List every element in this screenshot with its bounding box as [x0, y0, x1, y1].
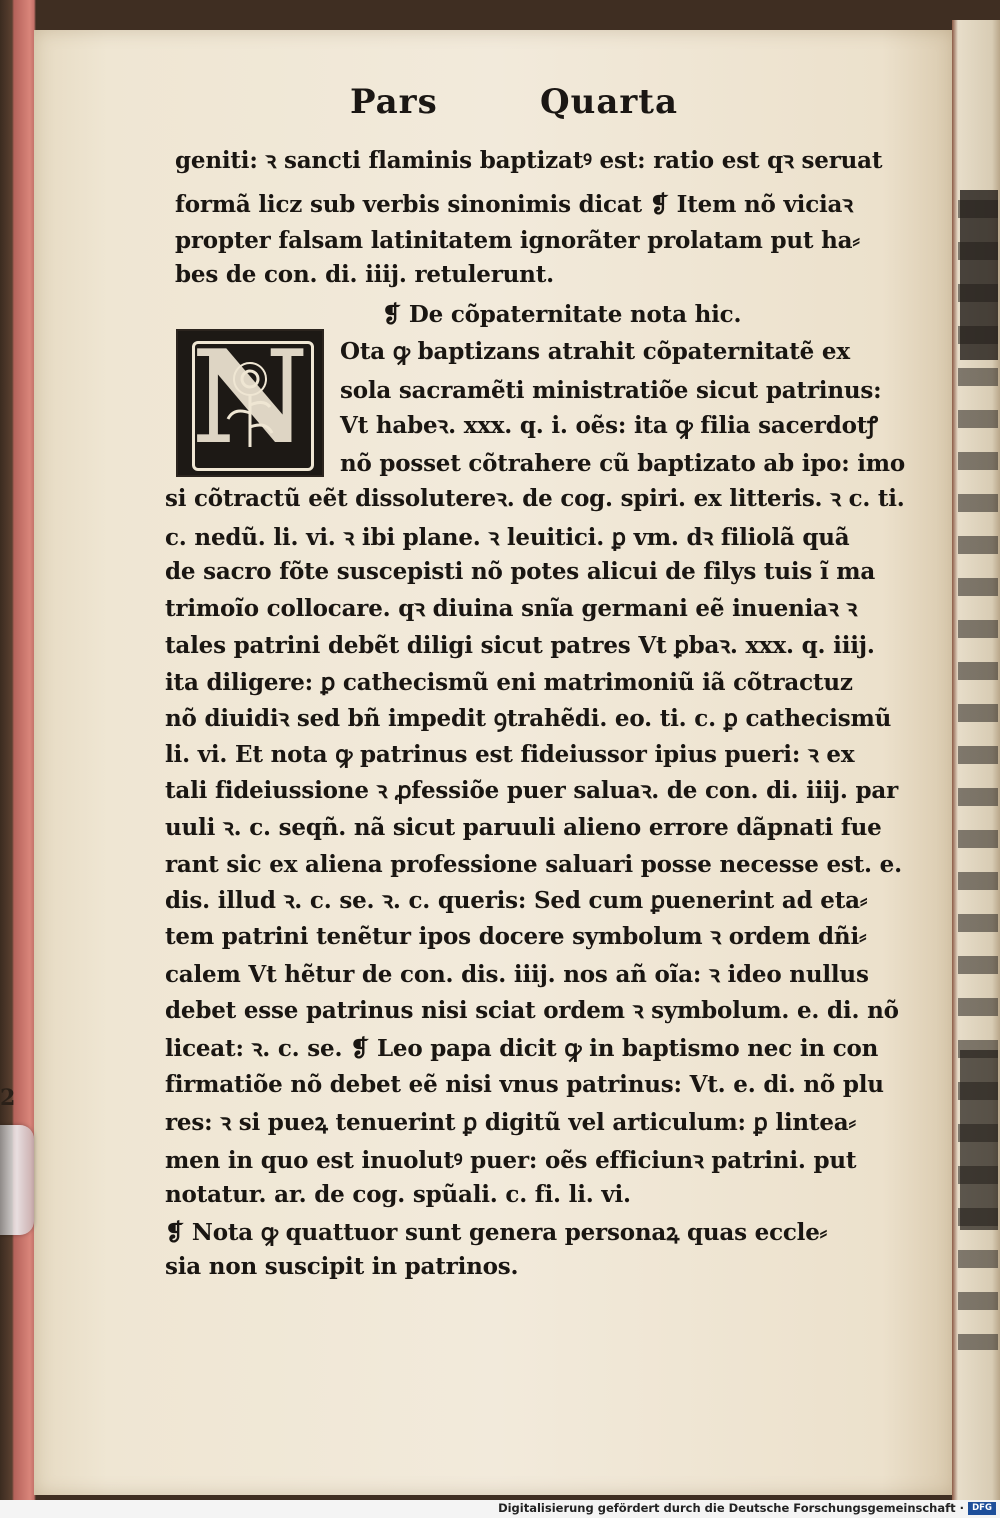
facing-page-initial-block: [960, 190, 998, 360]
text-line: firmatiõe nõ debet eẽ nisi vnus patrinus: Vt. e. di. nõ plu: [165, 1071, 884, 1098]
text-line: Ota ꝙ baptizans atrahit cõpaternitatẽ ex: [340, 338, 850, 365]
text-line: si cõtractũ eẽt dissolutereꝛ. de cog. spiri. ex litteris. ꝛ c. ti.: [165, 485, 905, 512]
text-line: Vt habeꝛ. xxx. q. i. oẽs: ita ꝙ filia sacerdotꝭ: [340, 412, 878, 439]
initial-letter: N: [191, 323, 309, 473]
text-line: ❡ De cõpaternitate nota hic.: [382, 301, 742, 328]
text-line: nõ posset cõtrahere cũ baptizato ab ipo: imo: [340, 450, 905, 477]
flower-icon: [220, 357, 280, 449]
text-line: res: ꝛ si pueꝝ tenuerint ꝑ digitũ vel articulum: ꝑ lintea⸗: [165, 1109, 856, 1136]
running-header: [0, 82, 1000, 128]
facing-page-edge: [952, 20, 1000, 1500]
dfg-credit: Digitalisierung gefördert durch die Deutsche Forschungsgemeinschaft ·: [498, 1501, 964, 1515]
text-line: liceat: ꝛ. c. se. ❡ Leo papa dicit ꝙ in baptismo nec in con: [165, 1035, 879, 1062]
text-line: c. nedũ. li. vi. ꝛ ibi plane. ꝛ leuitici. ꝑ vm. dꝛ filiolã quã: [165, 524, 850, 551]
text-line: sola sacramẽti ministratiõe sicut patrinus:: [340, 377, 882, 404]
text-line: trimoĩo collocare. qꝛ diuina snĩa germani eẽ inueniaꝛ ꝛ: [165, 595, 858, 622]
text-line: debet esse patrinus nisi sciat ordem ꝛ symbolum. e. di. nõ: [165, 997, 899, 1024]
text-line: de sacro fõte suscepisti nõ potes alicui de filys tuis ĩ ma: [165, 558, 876, 585]
text-line: ❡ Nota ꝙ quattuor sunt genera personaꝝ quas eccle⸗: [165, 1219, 828, 1246]
text-line: li. vi. Et nota ꝙ patrinus est fideiussor ipius pueri: ꝛ ex: [165, 741, 855, 768]
text-line: sia non suscipit in patrinos.: [165, 1253, 519, 1280]
text-line: ita diligere: ꝑ cathecismũ eni matrimoniũ iã cõtractuz: [165, 669, 853, 696]
text-line: rant sic ex aliena professione saluari posse necesse est. e.: [165, 851, 902, 878]
text-line: tales patrini debẽt diligi sicut patres Vt ꝑbaꝛ. xxx. q. iiij.: [165, 632, 875, 659]
dfg-logo: DFG: [968, 1502, 996, 1515]
footer-strip: [0, 1500, 1000, 1518]
text-line: bes de con. di. iiij. retulerunt.: [175, 261, 554, 288]
text-line: notatur. ar. de cog. spũali. c. fi. li. vi.: [165, 1181, 631, 1208]
text-line: propter falsam latinitatem ignorãter prolatam put ha⸗: [175, 227, 860, 254]
text-line: calem Vt hẽtur de con. dis. iiij. nos añ oĩa: ꝛ ideo nullus: [165, 961, 869, 988]
header-quarta: Quarta: [540, 82, 679, 122]
header-pars: Pars: [350, 82, 438, 122]
text-line: tali fideiussione ꝛ ꝓfessiõe puer saluaꝛ. de con. di. iiij. par: [165, 777, 899, 804]
margin-mark: 2: [0, 1085, 16, 1111]
text-line: geniti: ꝛ sancti flaminis baptizatꝰ est: ratio est qꝛ seruat: [175, 147, 883, 174]
text-line: tem patrini tenẽtur ipos docere symbolum ꝛ ordem dñi⸗: [165, 923, 867, 950]
page-clip: [0, 1125, 34, 1235]
decorated-initial: [178, 323, 322, 475]
text-line: formã licz sub verbis sinonimis dicat ❡ Item nõ viciaꝛ: [175, 191, 853, 218]
facing-page-lower-block: [960, 1050, 998, 1230]
text-line: men in quo est inuolutꝰ puer: oẽs efficiunꝛ patrini. put: [165, 1147, 857, 1174]
text-line: nõ diuidiꝛ sed bñ impedit ꝯtrahẽdi. eo. ti. c. ꝑ cathecismũ: [165, 705, 892, 732]
text-line: dis. illud ꝛ. c. se. ꝛ. c. queris: Sed cum ꝑuenerint ad eta⸗: [165, 887, 868, 914]
text-line: uuli ꝛ. c. seqñ. nã sicut paruuli alieno errore dãpnati fue: [165, 814, 882, 841]
